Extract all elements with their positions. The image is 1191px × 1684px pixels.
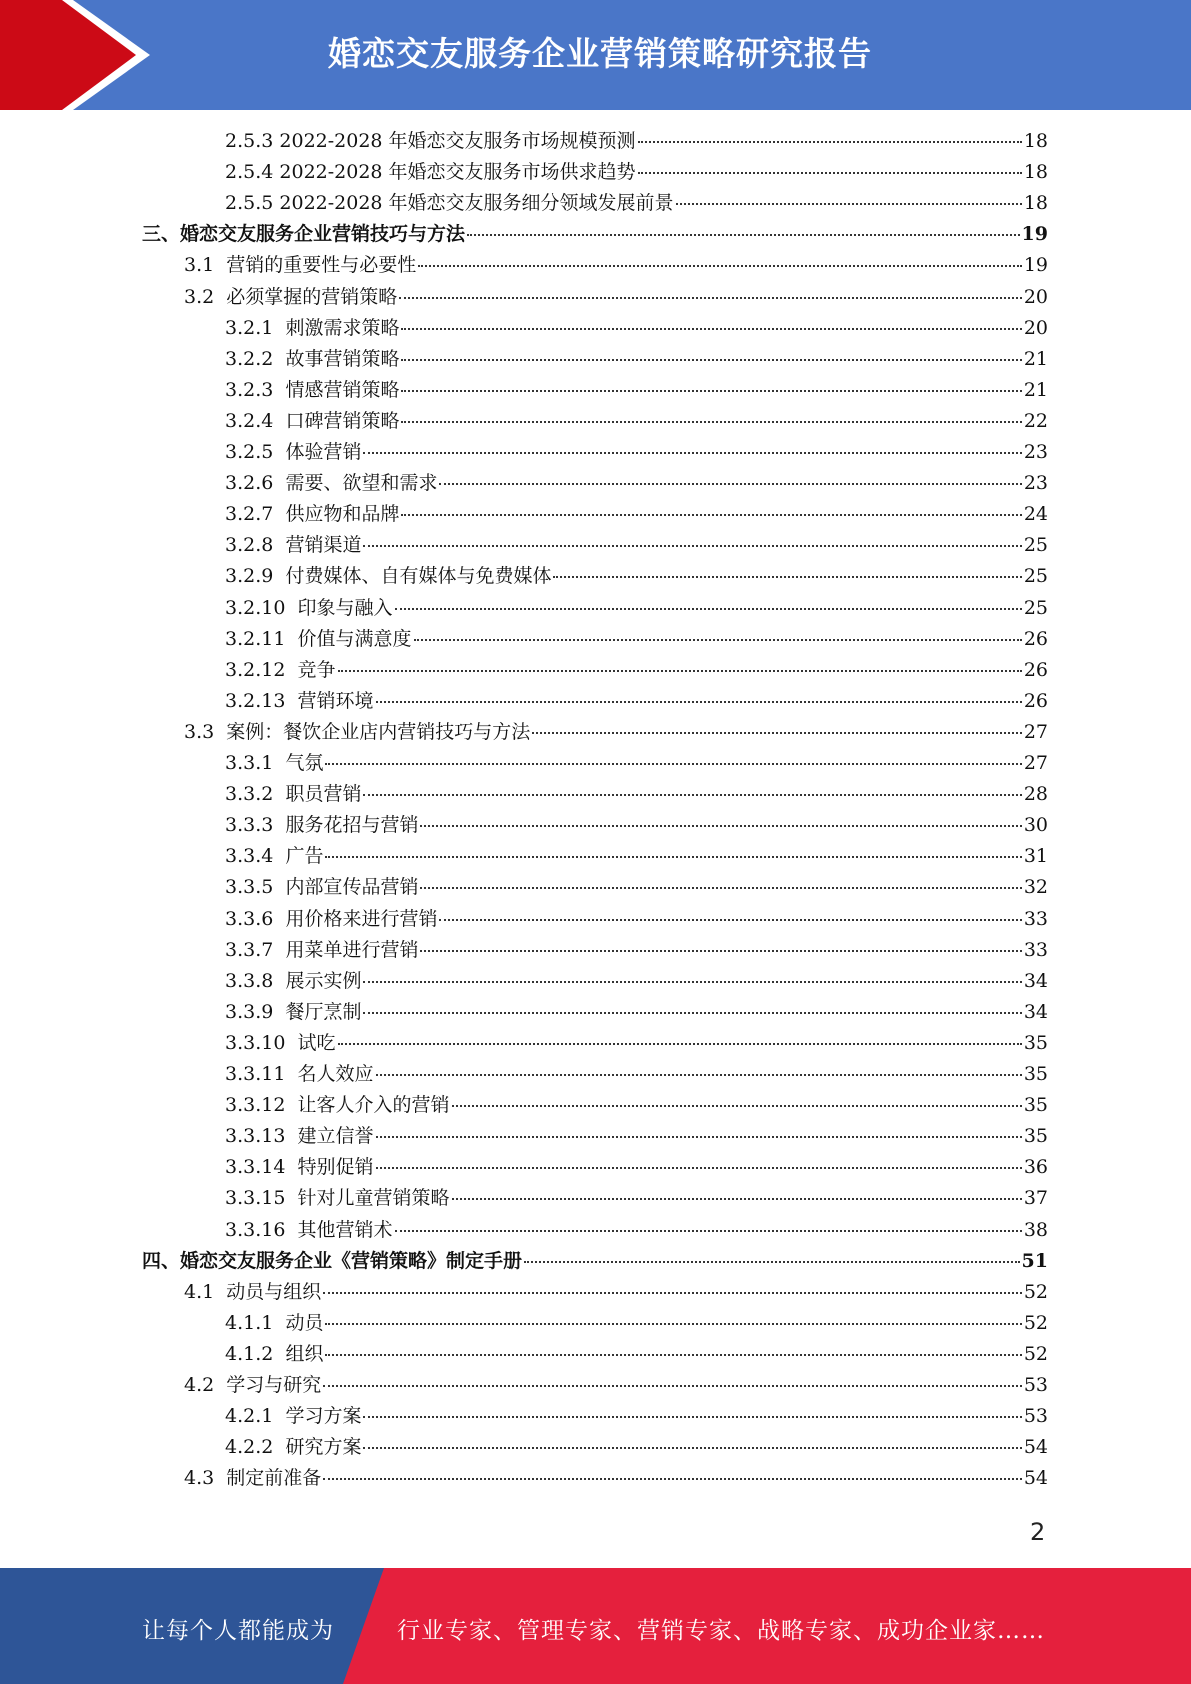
toc-entry-number: 3.2.4: [225, 409, 286, 432]
toc-entry-title: 职员营销: [285, 783, 362, 806]
toc-dot-leader: [401, 421, 1021, 423]
toc-entry-title: 让客人介入的营销: [297, 1094, 450, 1117]
toc-dot-leader: [325, 856, 1021, 858]
toc-entry-page: 31: [1023, 845, 1048, 868]
toc-entry-number: 4.2.2: [225, 1436, 286, 1459]
toc-entry[interactable]: [225, 499, 1048, 530]
toc-entry-title: 研究方案: [285, 1436, 362, 1459]
toc-entry[interactable]: [225, 406, 1048, 437]
toc-entry[interactable]: [225, 344, 1048, 375]
toc-entry-number: 3.2.1: [225, 316, 286, 339]
toc-entry-number: 3.3.6: [225, 907, 286, 930]
toc-entry-page: 21: [1023, 378, 1048, 401]
toc-entry-title: 动员: [285, 1311, 324, 1334]
toc-entry-page: 37: [1023, 1187, 1048, 1210]
toc-dot-leader: [363, 1447, 1021, 1449]
toc-entry-number: 3.2.5: [225, 441, 286, 463]
toc-dot-leader: [420, 950, 1021, 952]
toc-dot-leader: [323, 1385, 1022, 1387]
toc-entry-page: 53: [1023, 1374, 1048, 1396]
toc-dot-leader: [323, 1292, 1022, 1294]
toc-entry-number: 4.2.1: [225, 1405, 286, 1428]
toc-entry[interactable]: [184, 1277, 1048, 1308]
toc-entry-page: 30: [1023, 814, 1048, 837]
toc-entry-page: 34: [1023, 1000, 1048, 1023]
toc-entry-page: 32: [1023, 876, 1048, 899]
toc-entry-number: 3.3.3: [225, 814, 286, 837]
toc-entry-page: 18: [1023, 130, 1048, 152]
toc-entry-number: 3.3.15: [225, 1187, 298, 1210]
toc-entry[interactable]: [225, 437, 1048, 468]
toc-entry-page: 20: [1023, 316, 1048, 339]
toc-entry-title: 展示实例: [285, 969, 362, 992]
toc-dot-leader: [418, 265, 1022, 267]
toc-dot-leader: [524, 1261, 1020, 1263]
toc-entry-title: 必须掌握的营销策略: [226, 285, 398, 308]
toc-dot-leader: [376, 1136, 1022, 1138]
toc-entry-title: 2022-2028 年婚恋交友服务细分领域发展前景: [279, 192, 674, 215]
toc-dot-leader: [338, 1043, 1022, 1045]
header-chevron-graphic: [0, 0, 150, 110]
toc-entry-title: 竞争: [297, 658, 336, 681]
toc-entry-title: 建立信誉: [297, 1125, 374, 1148]
page-number: 2: [1030, 1518, 1046, 1546]
toc-entry-page: 26: [1023, 689, 1048, 712]
toc-dot-leader: [401, 359, 1021, 361]
toc-entry[interactable]: [225, 1308, 1048, 1339]
toc-entry[interactable]: [225, 966, 1048, 997]
toc-entry[interactable]: [225, 1090, 1048, 1121]
toc-entry-page: 35: [1023, 1063, 1048, 1085]
toc-entry-number: 3.2.13: [225, 689, 298, 712]
toc-dot-leader: [439, 919, 1021, 921]
toc-entry-title: 广告: [285, 845, 324, 868]
toc-dot-leader: [414, 639, 1022, 641]
toc-entry-page: 52: [1023, 1311, 1048, 1334]
toc-entry[interactable]: [225, 997, 1048, 1028]
toc-dot-leader: [420, 825, 1021, 827]
toc-dot-leader: [363, 452, 1021, 454]
toc-dot-leader: [376, 1167, 1022, 1169]
toc-dot-leader: [325, 763, 1021, 765]
toc-dot-leader: [399, 297, 1022, 299]
toc-entry[interactable]: [225, 904, 1048, 935]
toc-entry-page: 20: [1023, 285, 1048, 308]
toc-entry[interactable]: [225, 1401, 1048, 1432]
toc-entry-number: 3.2.12: [225, 658, 298, 681]
toc-entry-title: 婚恋交友服务企业营销技巧与方法: [180, 223, 466, 246]
toc-entry[interactable]: [225, 624, 1048, 655]
toc-entry-page: 23: [1023, 472, 1048, 495]
toc-dot-leader: [401, 390, 1021, 392]
toc-entry-number: 3.3.11: [225, 1063, 298, 1085]
page-header: [0, 0, 1191, 110]
toc-entry-number: 3.3: [184, 720, 227, 743]
toc-entry-page: 25: [1023, 534, 1048, 557]
toc-entry-page: 38: [1023, 1218, 1048, 1241]
toc-entry-page: 21: [1023, 347, 1048, 370]
toc-entry-page: 26: [1023, 627, 1048, 650]
toc-entry-title: 组织: [285, 1342, 324, 1365]
toc-entry-title: 需要、欲望和需求: [285, 472, 438, 495]
toc-dot-leader: [325, 1354, 1021, 1356]
toc-entry-page: 33: [1023, 938, 1048, 961]
toc-entry-number: 4.3: [184, 1467, 227, 1490]
toc-entry-number: 3.2.9: [225, 565, 286, 588]
toc-entry-number: 3.3.7: [225, 938, 286, 961]
toc-dot-leader: [395, 1230, 1022, 1232]
toc-entry-page: 28: [1023, 783, 1048, 806]
toc-entry-number: 3.3.1: [225, 752, 286, 774]
toc-entry-page: 35: [1023, 1125, 1048, 1148]
toc-entry-page: 52: [1023, 1280, 1048, 1303]
toc-entry-title: 气氛: [285, 752, 324, 774]
toc-entry-page: 27: [1023, 720, 1048, 743]
toc-dot-leader: [323, 1478, 1022, 1480]
toc-dot-leader: [363, 1012, 1021, 1014]
toc-entry-page: 25: [1023, 565, 1048, 588]
toc-dot-leader: [363, 1416, 1021, 1418]
toc-entry-page: 33: [1023, 907, 1048, 930]
toc-entry[interactable]: [225, 375, 1048, 406]
toc-entry-title: 营销的重要性与必要性: [226, 254, 417, 277]
toc-dot-leader: [638, 172, 1022, 174]
toc-entry-title: 2022-2028 年婚恋交友服务市场供求趋势: [279, 161, 636, 184]
toc-entry-page: 26: [1023, 658, 1048, 681]
toc-entry-number: 四、: [142, 1249, 181, 1272]
toc-entry[interactable]: [225, 561, 1048, 592]
toc-entry-title: 营销环境: [297, 689, 374, 712]
toc-entry-page: 52: [1023, 1342, 1048, 1365]
toc-entry[interactable]: [225, 1183, 1048, 1214]
toc-dot-leader: [376, 701, 1022, 703]
toc-entry-number: 3.2.6: [225, 472, 286, 495]
toc-entry[interactable]: [184, 1370, 1048, 1401]
toc-entry-title: 试吃: [297, 1031, 336, 1054]
footer-slogan-right: 行业专家、管理专家、营销专家、战略专家、成功企业家……: [397, 1618, 1045, 1644]
toc-entry-page: 19: [1021, 223, 1048, 246]
toc-entry-title: 动员与组织: [226, 1280, 322, 1303]
toc-dot-leader: [420, 887, 1021, 889]
toc-entry-page: 19: [1023, 254, 1048, 277]
toc-entry[interactable]: [225, 468, 1048, 499]
toc-dot-leader: [376, 1074, 1022, 1076]
toc-entry[interactable]: [225, 188, 1048, 219]
toc-entry-page: 22: [1023, 409, 1048, 432]
toc-entry-title: 名人效应: [297, 1063, 374, 1085]
toc-entry-number: 3.3.14: [225, 1156, 298, 1179]
toc-entry-number: 3.3.4: [225, 845, 286, 868]
document-title: 婚恋交友服务企业营销策略研究报告: [328, 34, 872, 73]
toc-entry-number: 3.2.8: [225, 534, 286, 557]
toc-entry-title: 付费媒体、自有媒体与免费媒体: [285, 565, 552, 588]
toc-entry[interactable]: [225, 1152, 1048, 1183]
toc-dot-leader: [363, 794, 1021, 796]
toc-dot-leader: [452, 1105, 1022, 1107]
toc-dot-leader: [401, 514, 1021, 516]
toc-entry[interactable]: [225, 810, 1048, 841]
toc-entry-title: 2022-2028 年婚恋交友服务市场规模预测: [279, 130, 636, 152]
toc-entry-number: 3.2.10: [225, 596, 298, 619]
toc-entry[interactable]: [225, 530, 1048, 561]
toc-entry-number: 4.1: [184, 1280, 227, 1303]
toc-entry[interactable]: [225, 748, 1048, 779]
toc-dot-leader: [638, 141, 1022, 143]
toc-entry[interactable]: [184, 1463, 1048, 1494]
toc-dot-leader: [401, 328, 1021, 330]
toc-dot-leader: [439, 483, 1021, 485]
toc-entry-page: 34: [1023, 969, 1048, 992]
toc-dot-leader: [532, 732, 1022, 734]
toc-entry[interactable]: [225, 1432, 1048, 1463]
toc-entry[interactable]: [225, 1339, 1048, 1370]
toc-entry-number: 4.1.1: [225, 1311, 286, 1334]
toc-entry-title: 用菜单进行营销: [285, 938, 419, 961]
toc-entry-title: 学习与研究: [226, 1374, 322, 1396]
toc-entry-page: 53: [1023, 1405, 1048, 1428]
toc-entry-page: 54: [1023, 1436, 1048, 1459]
toc-entry-title: 体验营销: [285, 441, 362, 463]
toc-entry-number: 4.2: [184, 1374, 227, 1396]
toc-entry-number: 4.1.2: [225, 1342, 286, 1365]
toc-entry[interactable]: [225, 313, 1048, 344]
toc-entry-title: 情感营销策略: [285, 378, 400, 401]
toc-entry[interactable]: [225, 1059, 1048, 1090]
toc-entry[interactable]: [225, 1028, 1048, 1059]
toc-entry-number: 3.3.12: [225, 1094, 298, 1117]
toc-entry[interactable]: [225, 593, 1048, 624]
toc-entry[interactable]: [225, 779, 1048, 810]
toc-entry-page: 54: [1023, 1467, 1048, 1490]
toc-entry-number: 2.5.4: [225, 161, 280, 184]
toc-entry[interactable]: [225, 126, 1048, 157]
toc-dot-leader: [363, 545, 1021, 547]
toc-entry-page: 36: [1023, 1156, 1048, 1179]
toc-entry-page: 24: [1023, 503, 1048, 526]
toc-entry-number: 3.2.2: [225, 347, 286, 370]
toc-entry-page: 51: [1021, 1249, 1048, 1272]
toc-entry-number: 3.3.13: [225, 1125, 298, 1148]
toc-entry-title: 印象与融入: [297, 596, 393, 619]
toc-entry[interactable]: [225, 655, 1048, 686]
toc-entry-title: 刺激需求策略: [285, 316, 400, 339]
toc-entry-number: 3.3.2: [225, 783, 286, 806]
toc-entry-number: 3.3.16: [225, 1218, 298, 1241]
toc-dot-leader: [676, 203, 1022, 205]
toc-entry-number: 2.5.3: [225, 130, 280, 152]
toc-entry[interactable]: [225, 872, 1048, 903]
toc-entry[interactable]: [225, 935, 1048, 966]
toc-entry-page: 35: [1023, 1094, 1048, 1117]
toc-entry[interactable]: [225, 1215, 1048, 1246]
toc-entry[interactable]: [225, 1121, 1048, 1152]
toc-entry-number: 3.3.10: [225, 1031, 298, 1054]
toc-entry[interactable]: [184, 250, 1048, 281]
toc-entry[interactable]: [225, 157, 1048, 188]
toc-entry-title: 针对儿童营销策略: [297, 1187, 450, 1210]
toc-entry-number: 3.2: [184, 285, 227, 308]
toc-entry-number: 2.5.5: [225, 192, 280, 215]
toc-dot-leader: [338, 670, 1022, 672]
toc-entry-page: 27: [1023, 752, 1048, 774]
toc-entry[interactable]: [184, 717, 1048, 748]
toc-entry-title: 口碑营销策略: [285, 409, 400, 432]
page-footer: [0, 1568, 1191, 1684]
toc-entry-number: 3.2.11: [225, 627, 298, 650]
toc-entry-number: 3.3.9: [225, 1000, 286, 1023]
toc-entry-number: 3.2.7: [225, 503, 286, 526]
toc-dot-leader: [395, 608, 1022, 610]
toc-entry-number: 3.2.3: [225, 378, 286, 401]
toc-entry-title: 其他营销术: [297, 1218, 393, 1241]
toc-entry-title: 供应物和品牌: [285, 503, 400, 526]
toc-entry-page: 23: [1023, 441, 1048, 463]
toc-entry[interactable]: [142, 1246, 1048, 1277]
toc-dot-leader: [467, 234, 1020, 236]
toc-entry-title: 内部宣传品营销: [285, 876, 419, 899]
toc-entry-page: 18: [1023, 161, 1048, 184]
toc-entry-title: 案例：餐饮企业店内营销技巧与方法: [226, 720, 531, 743]
toc-dot-leader: [452, 1198, 1022, 1200]
toc-entry-number: 3.3.5: [225, 876, 286, 899]
toc-entry-title: 餐厅烹制: [285, 1000, 362, 1023]
toc-entry-number: 三、: [142, 223, 181, 246]
toc-dot-leader: [553, 576, 1021, 578]
toc-entry-title: 婚恋交友服务企业《营销策略》制定手册: [180, 1249, 523, 1272]
toc-entry-page: 25: [1023, 596, 1048, 619]
toc-entry-title: 价值与满意度: [297, 627, 412, 650]
toc-entry-title: 用价格来进行营销: [285, 907, 438, 930]
toc-entry-title: 制定前准备: [226, 1467, 322, 1490]
toc-entry-page: 18: [1023, 192, 1048, 215]
toc-entry-number: 3.3.8: [225, 969, 286, 992]
toc-entry-title: 故事营销策略: [285, 347, 400, 370]
toc-dot-leader: [325, 1323, 1021, 1325]
toc-entry[interactable]: [184, 282, 1048, 313]
toc-entry-title: 服务花招与营销: [285, 814, 419, 837]
toc-entry-title: 特别促销: [297, 1156, 374, 1179]
toc-entry-number: 3.1: [184, 254, 227, 277]
toc-entry[interactable]: [225, 686, 1048, 717]
footer-slogan-left: 让每个人都能成为: [142, 1618, 334, 1644]
toc-entry[interactable]: [142, 219, 1048, 250]
toc-entry-page: 35: [1023, 1031, 1048, 1054]
toc-entry[interactable]: [225, 841, 1048, 872]
toc-entry-title: 学习方案: [285, 1405, 362, 1428]
toc-entry-title: 营销渠道: [285, 534, 362, 557]
toc-dot-leader: [363, 981, 1021, 983]
